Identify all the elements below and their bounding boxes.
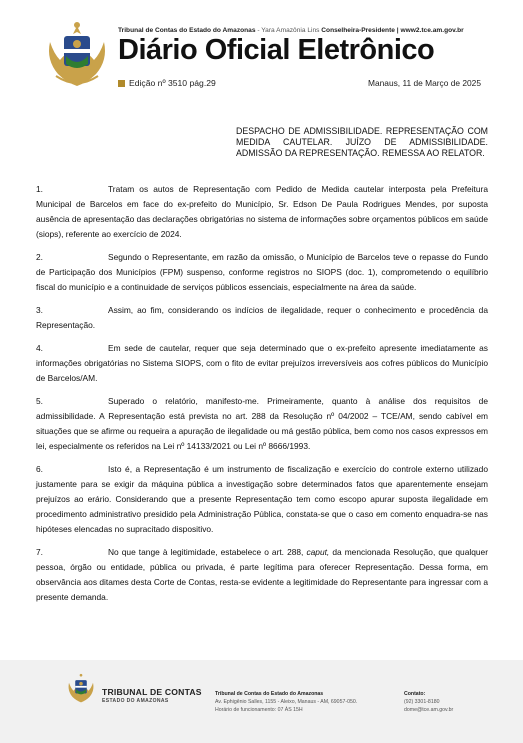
paragraph-number: 2. [36, 252, 43, 262]
paragraph-text: Tratam os autos de Representação com Pedido de Medida cautelar interposta pela Prefeitura Municipal de Barcelos em face do ex-prefeito do Município, Sr. Edson De Paula Rodrigues Mendes, por suposta ausência de apresentação das declarações obrigatórias no sistema de informações sobre orçamentos públicos em saúde (siops), referente ao exercício de 2024. [36, 184, 488, 239]
edition-square-icon [118, 80, 125, 87]
website-link[interactable]: | www2.tce.am.gov.br [396, 27, 464, 34]
footer-address-line: Av. Ephigênio Salles, 1155 - Aleixo, Manaus - AM, 69057-050. [215, 699, 358, 706]
president-role: Conselheira-Presidente [321, 27, 395, 34]
president-name: - Yara Amazônia Lins [257, 27, 320, 34]
paragraph-7 [36, 545, 488, 605]
paragraph-text: Superado o relatório, manifesto-me. Primeiramente, quanto à análise dos requisitos de admissibilidade. A Representação está prevista no art. 288 da Resolução nº 04/2002 – TCE/AM, sendo cabível em situações que se afirme ou requeira a apuração de ilegalidade ou má gestão pública, bem como nos casos expressos em lei, especialmente os referidos na Lei nº 14133/2021 ou Lei nº 8666/1993. [36, 396, 488, 451]
paragraph-3 [36, 303, 488, 333]
footer-brand-sub: ESTADO DO AMAZONAS [102, 698, 169, 704]
paragraph-text: da mencionada Resolução, que qualquer pessoa, órgão ou entidade, pública ou privada, é parte legítima para oferecer Representação. Dessa forma, em observância aos ditames desta Corte de Contas, resta-se evidente a legitimidade do Representante para ingressar com a presente demanda. [36, 547, 488, 602]
footer-coat-of-arms-logo [66, 673, 96, 705]
paragraph-number: 5. [36, 396, 43, 406]
footer-brand: TRIBUNAL DE CONTAS [102, 687, 202, 697]
paragraph-number: 1. [36, 184, 43, 194]
edition-label: Edição nº 3510 pág.29 [129, 78, 216, 88]
footer-email[interactable]: dome@tce.am.gov.br [404, 707, 454, 714]
footer-phone[interactable]: (92) 3301-8180 [404, 699, 440, 706]
dispatch-summary: DESPACHO DE ADMISSIBILIDADE. REPRESENTAÇÃO COM MEDIDA CAUTELAR. JUÍZO DE ADMISSIBILIDADE. ADMISSÃO DA REPRESENTAÇÃO. REMESSA AO RELATOR. [236, 126, 488, 158]
footer-contact-title: Contato: [404, 691, 426, 697]
publication-date: Manaus, 11 de Março de 2025 [368, 78, 481, 88]
header-info-line [118, 27, 513, 34]
document-body [36, 182, 488, 613]
footer-address-title: Tribunal de Contas do Estado do Amazonas [215, 691, 324, 697]
paragraph-italic-text: caput, [306, 547, 330, 557]
paragraph-2 [36, 250, 488, 295]
publication-title: Diário Oficial Eletrônico [118, 34, 435, 66]
footer-hours: Horário de funcionamento: 07 ÀS 15H [215, 707, 303, 714]
paragraph-number: 6. [36, 464, 43, 474]
paragraph-number: 7. [36, 547, 43, 557]
page-header [0, 0, 523, 118]
footer-address [215, 690, 357, 715]
paragraph-5 [36, 394, 488, 454]
paragraph-1 [36, 182, 488, 242]
footer-contact [404, 690, 453, 715]
edition-info [118, 78, 216, 88]
paragraph-text: Segundo o Representante, em razão da omissão, o Município de Barcelos teve o repasse do Fundo de Participação dos Municípios (FPM) suspenso, conforme registros no SIOPS (doc. 1), comprometendo o equilíbrio fiscal do município e a continuidade de serviços públicos essenciais, especialmente na área da saúde. [36, 252, 488, 292]
paragraph-number: 4. [36, 343, 43, 353]
paragraph-text: Assim, ao fim, considerando os indícios de ilegalidade, requer o conhecimento e procedência da Representação. [36, 305, 488, 330]
paragraph-number: 3. [36, 305, 43, 315]
paragraph-text: No que tange à legitimidade, estabelece o art. 288, [108, 547, 307, 557]
page-footer [0, 660, 523, 743]
paragraph-text: Em sede de cautelar, requer que seja determinado que o ex-prefeito apresente imediatamente as informações obrigatórias no Sistema SIOPS, com o fito de evitar prejuízos irreversíveis aos cofres públicos do Município de Barcelos/AM. [36, 343, 488, 383]
paragraph-4 [36, 341, 488, 386]
paragraph-text: Isto é, a Representação é um instrumento de fiscalização e exercício do controle externo utilizado justamente para se exigir da máquina pública a investigação sobre determinados fatos que aparentemente ensejam prejuízos ao erário. Considerando que a presente Representação tem como escopo apurar suposta ilegalidade em procedimento administrativo presidido pela Administração Pública, constata-se que o caso em comento enquadra-se nas hipóteses elencadas no supracitado dispositivo. [36, 464, 488, 534]
institution-name: Tribunal de Contas do Estado do Amazonas [118, 27, 256, 34]
paragraph-6 [36, 462, 488, 537]
coat-of-arms-logo [44, 20, 110, 92]
